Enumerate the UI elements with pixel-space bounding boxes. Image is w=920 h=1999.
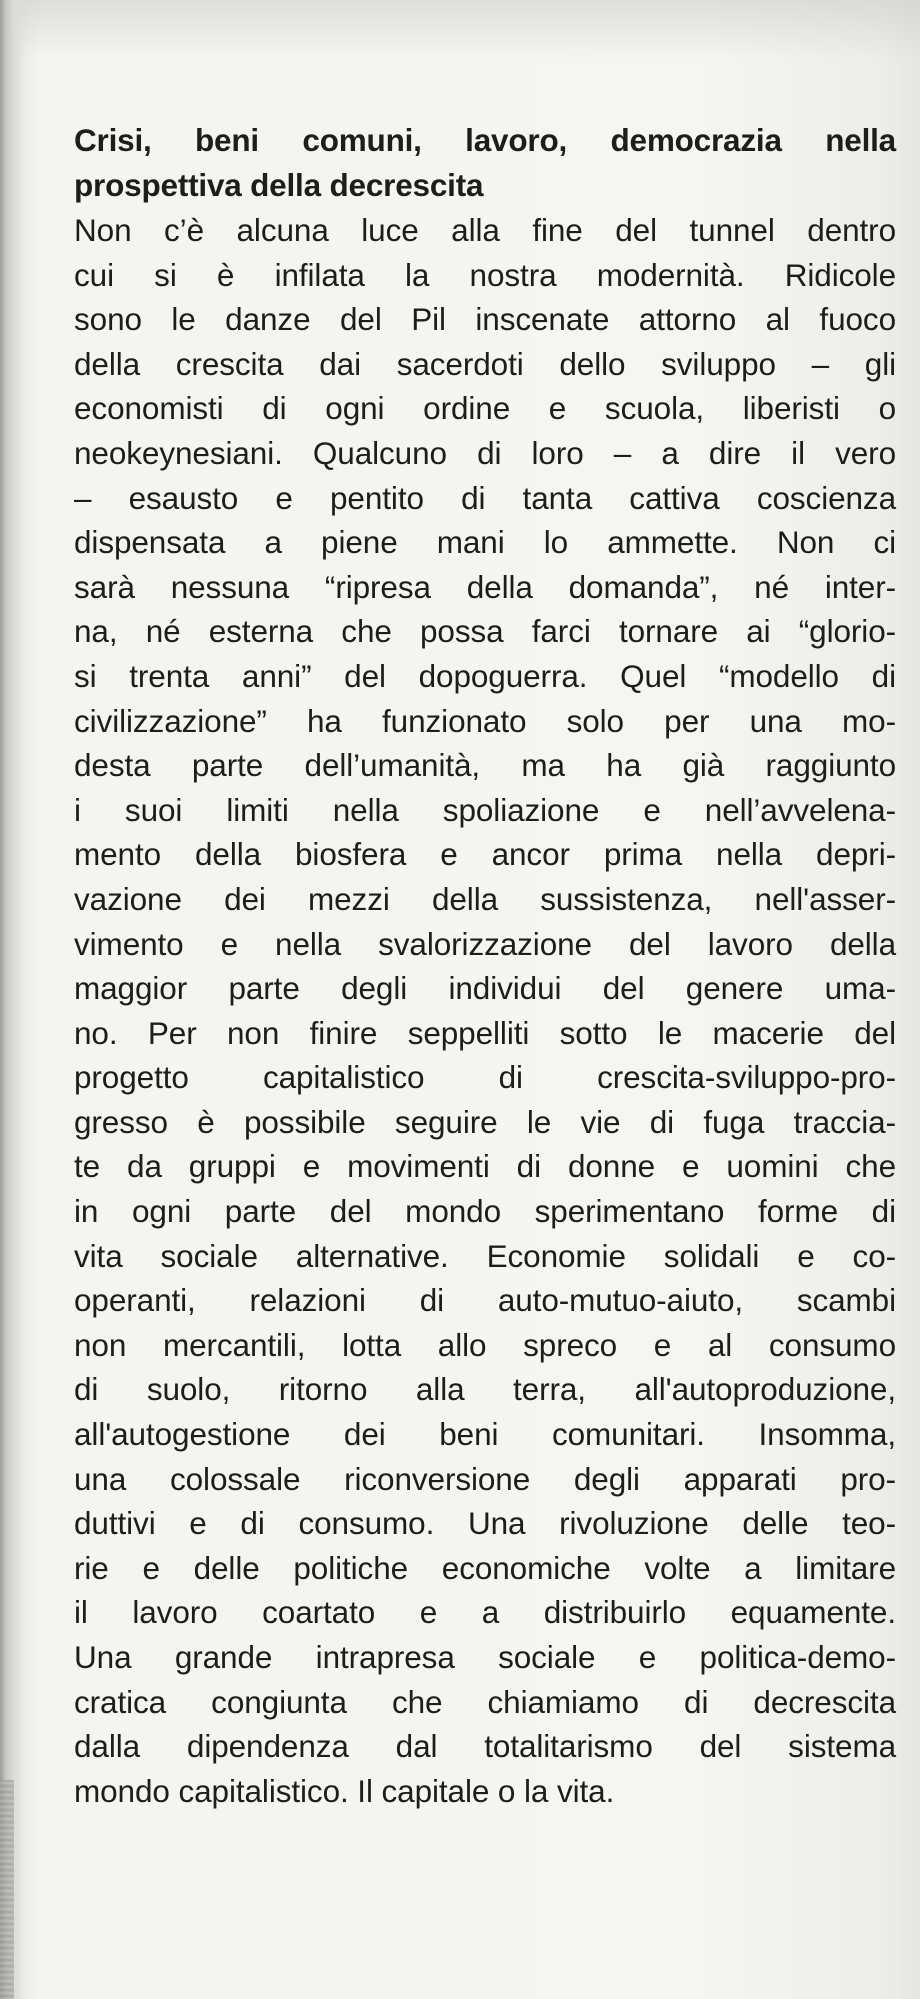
body-line: dalla dipendenza dal totalitarismo del sistema: [74, 1728, 896, 1765]
body-line: Non c’è alcuna luce alla fine del tunnel dentro: [74, 212, 896, 248]
book-spine-edge: [0, 0, 26, 1999]
body-line: Una grande intrapresa sociale e politica-demo-: [74, 1639, 896, 1675]
body-line: in ogni parte del mondo sperimentano forme di: [74, 1193, 896, 1230]
body-line: economisti di ogni ordine e scuola, liberisti o: [74, 390, 896, 427]
body-line: cratica congiunta che chiamiamo di decrescita: [74, 1683, 896, 1720]
body-line: sono le danze del Pil inscenate attorno al fuoco: [74, 301, 896, 338]
body-line: i suoi limiti nella spoliazione e nell’avvelena-: [74, 791, 896, 828]
body-line: cui si è infilata la nostra modernità. Ridicole: [74, 256, 896, 293]
book-spine-wear: [0, 1780, 14, 1999]
body-line: una colossale riconversione degli apparati pro-: [74, 1460, 896, 1497]
body-line: operanti, relazioni di auto-mutuo-aiuto, scambi: [74, 1282, 896, 1319]
heading-line-2: prospettiva della decrescita: [74, 167, 484, 203]
body-line: te da gruppi e movimenti di donne e uomini che: [74, 1148, 896, 1185]
body-line: della crescita dai sacerdoti dello sviluppo – gli: [74, 345, 896, 382]
body-line: vita sociale alternative. Economie solidali e co-: [74, 1237, 896, 1274]
body-paragraph: [74, 208, 896, 1813]
body-line: gresso è possibile seguire le vie di fuga traccia-: [74, 1103, 896, 1140]
body-line: sarà nessuna “ripresa della domanda”, né inter-: [74, 568, 896, 605]
body-line: si trenta anni” del dopoguerra. Quel “modello di: [74, 657, 896, 694]
text-block: [74, 118, 896, 1813]
top-shadow: [0, 0, 920, 60]
body-line: non mercantili, lotta allo spreco e al consumo: [74, 1326, 896, 1363]
heading: [74, 118, 896, 208]
body-line: vazione dei mezzi della sussistenza, nell'asser-: [74, 880, 896, 917]
body-line: mento della biosfera e ancor prima nella depri-: [74, 836, 896, 873]
body-line: all'autogestione dei beni comunitari. Insomma,: [74, 1416, 896, 1453]
heading-line-1: Crisi, beni comuni, lavoro, democrazia nella: [74, 122, 896, 158]
body-line: vimento e nella svalorizzazione del lavoro della: [74, 925, 896, 962]
body-line: no. Per non finire seppelliti sotto le macerie del: [74, 1014, 896, 1051]
body-line: neokeynesiani. Qualcuno di loro – a dire il vero: [74, 434, 896, 471]
body-line: di suolo, ritorno alla terra, all'autoproduzione,: [74, 1371, 896, 1408]
body-line: il lavoro coartato e a distribuirlo equamente.: [74, 1594, 896, 1631]
body-line: na, né esterna che possa farci tornare ai “glorio-: [74, 613, 896, 650]
body-line: – esausto e pentito di tanta cattiva coscienza: [74, 479, 896, 516]
body-line: duttivi e di consumo. Una rivoluzione delle teo-: [74, 1505, 896, 1542]
body-line: desta parte dell’umanità, ma ha già raggiunto: [74, 747, 896, 784]
body-line: civilizzazione” ha funzionato solo per una mo-: [74, 702, 896, 739]
body-line: progetto capitalistico di crescita-sviluppo-pro-: [74, 1059, 896, 1096]
body-line: maggior parte degli individui del genere uma-: [74, 970, 896, 1007]
body-line: dispensata a piene mani lo ammette. Non ci: [74, 524, 896, 561]
body-line-last: mondo capitalistico. Il capitale o la vita.: [74, 1772, 615, 1809]
body-line: rie e delle politiche economiche volte a limitare: [74, 1549, 896, 1586]
